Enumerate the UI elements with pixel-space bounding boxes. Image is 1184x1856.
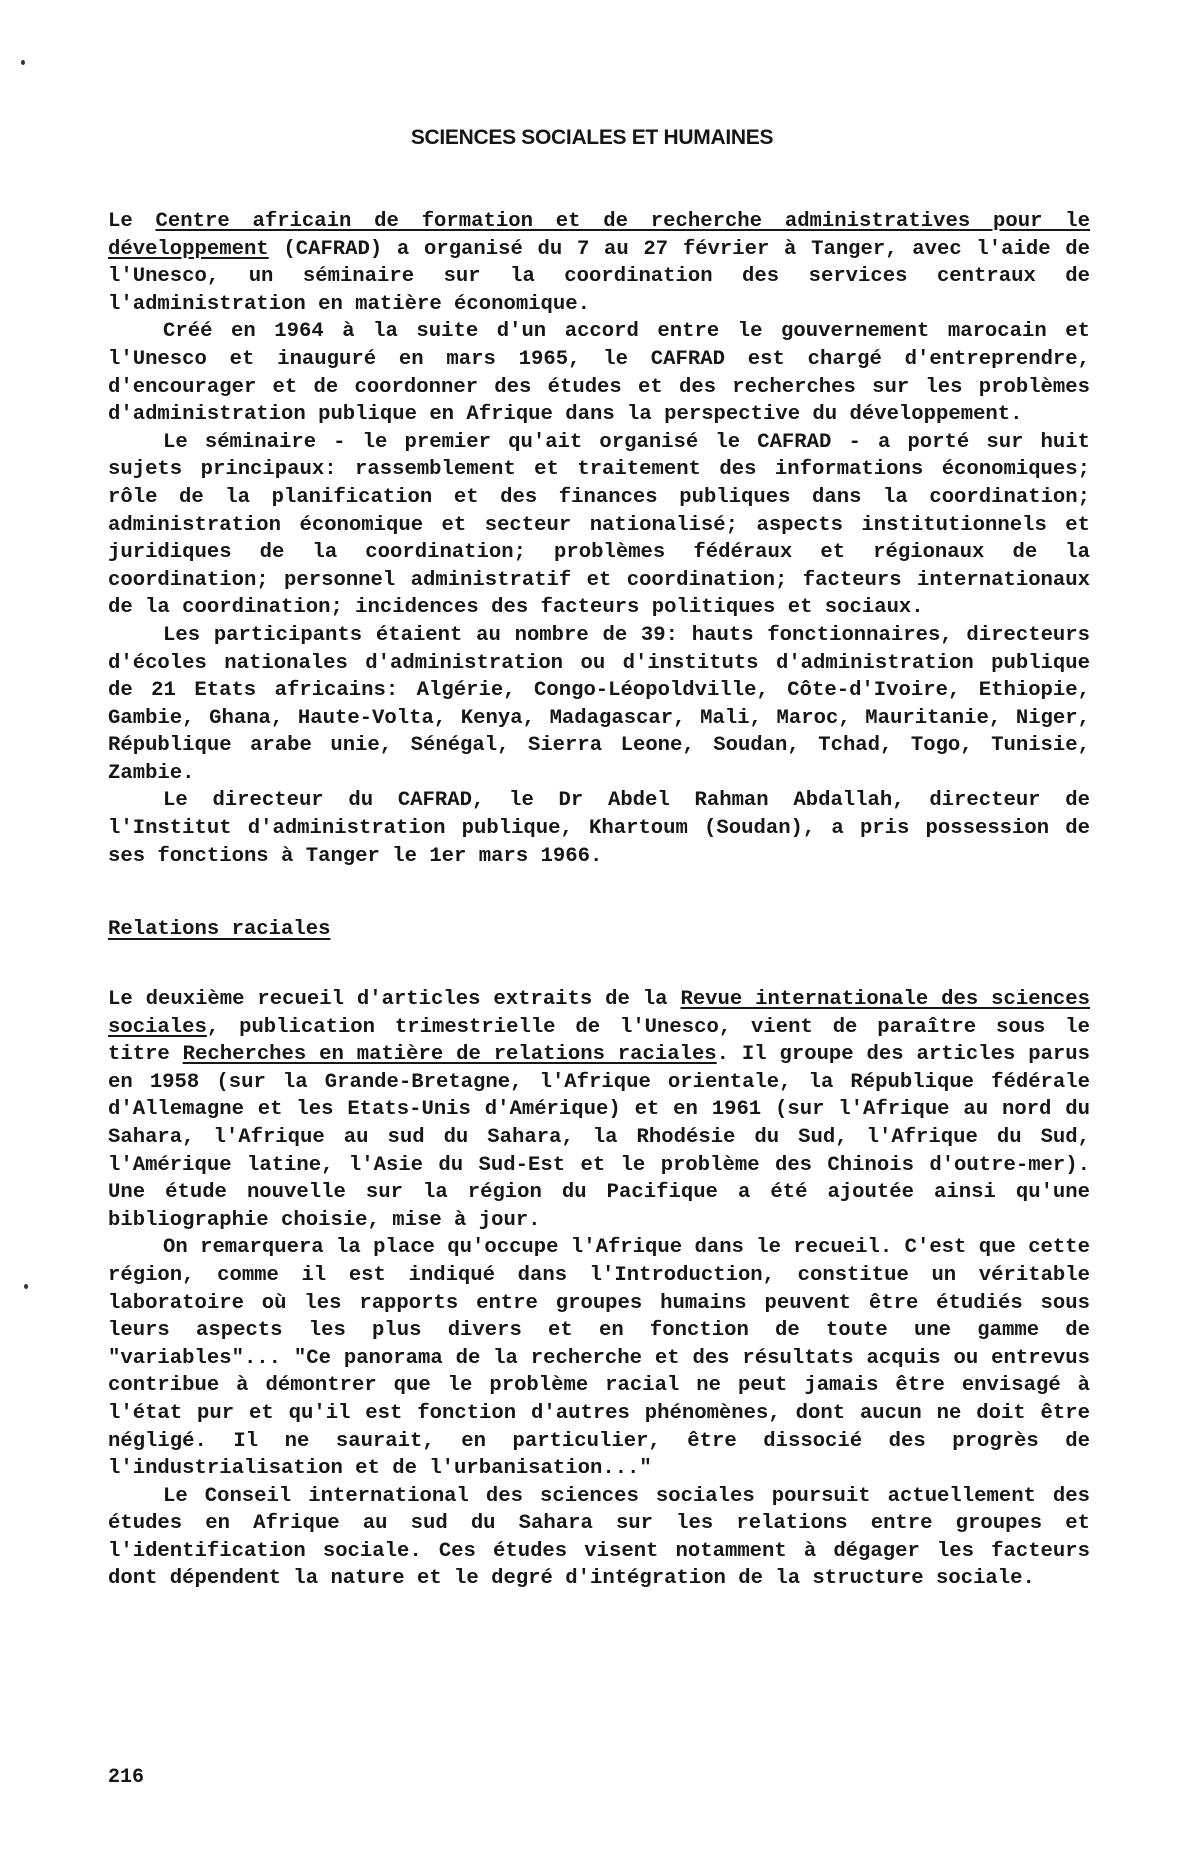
section-relations-raciales xyxy=(108,986,1090,1593)
section-heading: Relations raciales xyxy=(108,918,331,941)
paragraph-text: . Il groupe des articles parus en 1958 (sur la Grande-Bretagne, l'Afrique orientale, la République fédérale d'Allemagne et les Etats-Unis d'Amérique) et en 1961 (sur l'Afrique au nord du Sahara, l'Afrique au sud du Sahara, la Rhodésie du Sud, l'Afrique du Sud, l'Amérique latine, l'Asie du Sud-Est et le problème des Chinois d'outre-mer). Une étude nouvelle sur la région du Pacifique a été ajoutée ainsi qu'une bibliographie choisie, mise à jour. xyxy=(108,1043,1091,1232)
paragraph-text: Le deuxième recueil d'articles extraits de la xyxy=(108,988,681,1011)
organization-name: Centre africain de formation et de recherche administratives pour le développement xyxy=(108,210,1090,261)
paragraph xyxy=(108,208,1090,318)
paragraph xyxy=(108,986,1090,1234)
paragraph: Le directeur du CAFRAD, le Dr Abdel Rahman Abdallah, directeur de l'Institut d'administration publique, Khartoum (Soudan), a pris possession de ses fonctions à Tanger le 1er mars 1966. xyxy=(108,789,1090,868)
scan-speck xyxy=(24,1284,28,1289)
paragraph: Les participants étaient au nombre de 39: hauts fonctionnaires, directeurs d'écoles nationales d'administration ou d'instituts d'administration publique de 21 Etats africains: Algérie, Congo-Léopoldville, Côte-d'Ivoire, Ethiopie, Gambie, Ghana, Haute-Volta, Kenya, Madagascar, Mali, Maroc, Mauritanie, Niger, République arabe unie, Sénégal, Sierra Leone, Soudan, Tchad, Togo, Tunisie, Zambie. xyxy=(108,623,1090,785)
paragraph-text: (CAFRAD) a organisé du 7 au 27 février à Tanger, avec l'aide de l'Unesco, un séminaire sur la coordination des services centraux de l'administration en matière économique. xyxy=(108,237,1090,316)
page-title: SCIENCES SOCIALES ET HUMAINES xyxy=(410,126,774,149)
paragraph-text: Le xyxy=(108,210,156,233)
paragraph-text: , publication trimestrielle de l'Unesco, vient de paraître sous le titre xyxy=(108,1015,1090,1067)
paragraph: Créé en 1964 à la suite d'un accord entre le gouvernement marocain et l'Unesco et inauguré en mars 1965, le CAFRAD est chargé d'entreprendre, d'encourager et de coordonner des études et des recherches sur les problèmes d'administration publique en Afrique dans la perspective du développement. xyxy=(108,320,1090,427)
section-cafrad xyxy=(108,208,1090,870)
paragraph: Le Conseil international des sciences sociales poursuit actuellement des études en Afrique au sud du Sahara sur les relations entre groupes et l'identification sociale. Ces études visent notamment à dégager les facteurs dont dépendent la nature et le degré d'intégration de la structure sociale. xyxy=(108,1484,1090,1591)
book-title: Recherches en matière de relations raciales xyxy=(182,1043,717,1067)
scan-speck xyxy=(21,60,25,65)
journal-title: Revue internationale des sciences sociales xyxy=(108,988,1090,1039)
page-number: 216 xyxy=(108,1766,145,1789)
paragraph: On remarquera la place qu'occupe l'Afrique dans le recueil. C'est que cette région, comme il est indiqué dans l'Introduction, constitue un véritable laboratoire où les rapports entre groupes humains peuvent être étudiés sous leurs aspects les plus divers et en fonction de toute une gamme de "variables"... "Ce panorama de la recherche et des résultats acquis ou entrevus contribue à démontrer que le problème racial ne peut jamais être envisagé à l'état pur et qu'il est fonction d'autres phénomènes, dont aucun ne doit être négligé. Il ne saurait, en particulier, être dissocié des progrès de l'industrialisation et de l'urbanisation..." xyxy=(108,1236,1090,1481)
paragraph: Le séminaire - le premier qu'ait organisé le CAFRAD - a porté sur huit sujets principaux: rassemblement et traitement des informations économiques; rôle de la planification et des finances publiques dans la coordination; administration économique et secteur nationalisé; aspects institutionnels et juridiques de la coordination; problèmes fédéraux et régionaux de la coordination; personnel administratif et coordination; facteurs internationaux de la coordination; incidences des facteurs politiques et sociaux. xyxy=(108,430,1090,620)
